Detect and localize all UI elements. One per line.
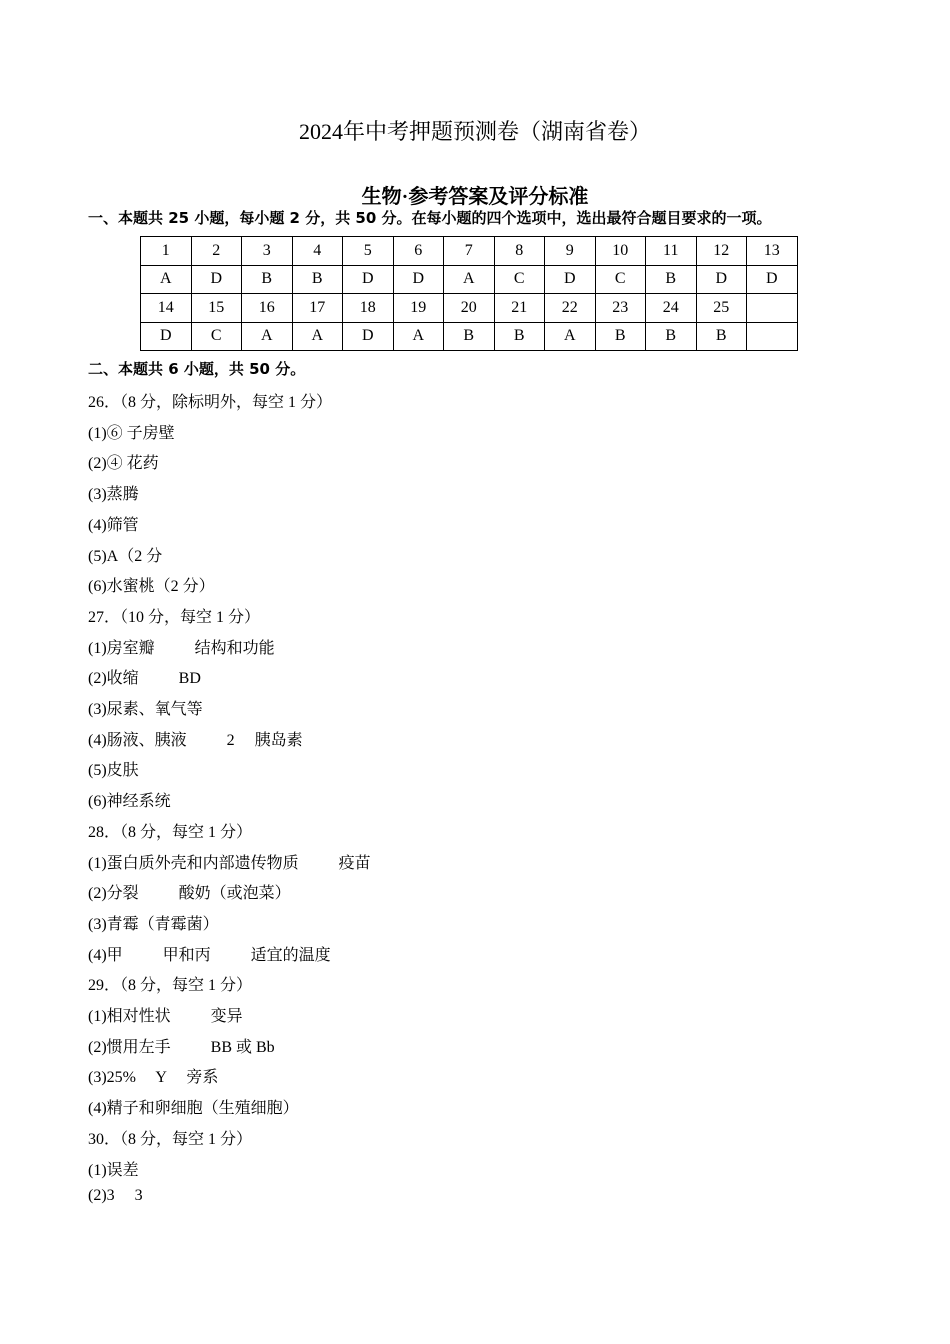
question-number-cell: 21 bbox=[494, 294, 545, 323]
answer-line: 26．（8 分，除标明外，每空 1 分） bbox=[88, 394, 333, 411]
answer-line: (2)3 3 bbox=[88, 1187, 143, 1205]
question-number-cell: 23 bbox=[595, 294, 646, 323]
answer-cell: A bbox=[444, 265, 495, 294]
answer-line: 28．（8 分，每空 1 分） bbox=[88, 823, 253, 841]
document-title: 2024年中考押题预测卷（湖南省卷） bbox=[298, 119, 651, 144]
question-number-cell: 19 bbox=[393, 294, 444, 323]
question-number-cell: 10 bbox=[595, 237, 646, 266]
answer-line: 29．（8 分，每空 1 分） bbox=[88, 977, 253, 995]
answer-cell: D bbox=[343, 265, 394, 294]
answer-cell: B bbox=[646, 322, 697, 351]
question-number-cell: 3 bbox=[242, 237, 293, 266]
question-number-cell: 4 bbox=[292, 237, 343, 266]
question-number-cell: 8 bbox=[494, 237, 545, 266]
answer-cell: B bbox=[444, 322, 495, 351]
question-number-cell: 2 bbox=[191, 237, 242, 266]
answer-cell: A bbox=[242, 322, 293, 351]
question-number-cell: 25 bbox=[696, 294, 747, 323]
answer-cell: A bbox=[292, 322, 343, 351]
question-number-row bbox=[141, 237, 798, 266]
answer-row bbox=[141, 322, 798, 351]
answer-cell: B bbox=[696, 322, 747, 351]
answer-line: (1)房室瓣 结构和功能 bbox=[88, 639, 275, 657]
question-number-cell: 18 bbox=[343, 294, 394, 323]
question-number-cell bbox=[747, 294, 798, 323]
answer-cell: D bbox=[545, 265, 596, 294]
document-subtitle: 生物·参考答案及评分标准 bbox=[361, 186, 589, 208]
answer-line: (4)筛管 bbox=[88, 516, 139, 534]
answer-line: (4)精子和卵细胞（生殖细胞） bbox=[88, 1100, 299, 1118]
question-number-cell: 14 bbox=[141, 294, 192, 323]
answer-cell bbox=[747, 322, 798, 351]
answer-cell: D bbox=[343, 322, 394, 351]
answer-line: (1)蛋白质外壳和内部遗传物质 疫苗 bbox=[88, 854, 371, 872]
answer-cell: A bbox=[545, 322, 596, 351]
answer-cell: C bbox=[191, 322, 242, 351]
answer-line: (3)蒸腾 bbox=[88, 486, 139, 504]
question-number-cell: 15 bbox=[191, 294, 242, 323]
answer-line: (3)青霉（青霉菌） bbox=[88, 915, 219, 933]
answer-cell: C bbox=[494, 265, 545, 294]
answer-line: (6)水蜜桃（2 分） bbox=[88, 578, 215, 596]
answer-cell: A bbox=[393, 322, 444, 351]
question-number-cell: 22 bbox=[545, 294, 596, 323]
answer-line: (2)④ 花药 bbox=[88, 455, 159, 473]
answer-cell: B bbox=[595, 322, 646, 351]
answer-line: 27．（10 分，每空 1 分） bbox=[88, 608, 261, 626]
answer-line: (4)肠液、胰液 2 胰岛素 bbox=[88, 731, 303, 749]
answer-cell: B bbox=[494, 322, 545, 351]
answer-line: (1)⑥ 子房壁 bbox=[88, 424, 175, 442]
answer-cell: D bbox=[747, 265, 798, 294]
answer-cell: D bbox=[393, 265, 444, 294]
answer-line: (1)误差 bbox=[88, 1161, 139, 1179]
answer-line: (5)皮肤 bbox=[88, 762, 139, 780]
question-number-cell: 20 bbox=[444, 294, 495, 323]
section-2-heading: 二、本题共 6 小题，共 50 分。 bbox=[88, 360, 306, 378]
question-number-cell: 24 bbox=[646, 294, 697, 323]
answer-cell: D bbox=[696, 265, 747, 294]
answer-cell: B bbox=[292, 265, 343, 294]
answer-line: (3)25% Y 旁系 bbox=[88, 1069, 219, 1087]
question-number-cell: 6 bbox=[393, 237, 444, 266]
answer-cell: D bbox=[191, 265, 242, 294]
answer-line: (6)神经系统 bbox=[88, 793, 171, 811]
answer-line: (1)相对性状 变异 bbox=[88, 1008, 243, 1025]
answer-cell: B bbox=[646, 265, 697, 294]
question-number-cell: 1 bbox=[141, 237, 192, 266]
answer-line: (5)A（2 分 bbox=[88, 547, 163, 565]
section-1-heading: 一、本题共 25 小题，每小题 2 分，共 50 分。在每小题的四个选项中，选出最符合题目要求的一项。 bbox=[88, 209, 772, 227]
answer-line: (2)收缩 BD bbox=[88, 670, 201, 688]
answer-line: (4)甲 甲和丙 适宜的温度 bbox=[88, 946, 331, 964]
answer-line: (2)惯用左手 BB 或 Bb bbox=[88, 1038, 275, 1056]
answer-cell: D bbox=[141, 322, 192, 351]
answer-line: (2)分裂 酸奶（或泡菜） bbox=[88, 885, 291, 903]
answer-row bbox=[141, 265, 798, 294]
question-number-row bbox=[141, 294, 798, 323]
question-number-cell: 5 bbox=[343, 237, 394, 266]
question-number-cell: 11 bbox=[646, 237, 697, 266]
answer-table bbox=[140, 236, 798, 351]
question-number-cell: 7 bbox=[444, 237, 495, 266]
question-number-cell: 13 bbox=[747, 237, 798, 266]
answer-line: 30．（8 分，每空 1 分） bbox=[88, 1130, 253, 1148]
question-number-cell: 9 bbox=[545, 237, 596, 266]
question-number-cell: 16 bbox=[242, 294, 293, 323]
question-number-cell: 12 bbox=[696, 237, 747, 266]
answer-cell: A bbox=[141, 265, 192, 294]
answer-cell: B bbox=[242, 265, 293, 294]
question-number-cell: 17 bbox=[292, 294, 343, 323]
answer-cell: C bbox=[595, 265, 646, 294]
answer-line: (3)尿素、氧气等 bbox=[88, 701, 203, 718]
